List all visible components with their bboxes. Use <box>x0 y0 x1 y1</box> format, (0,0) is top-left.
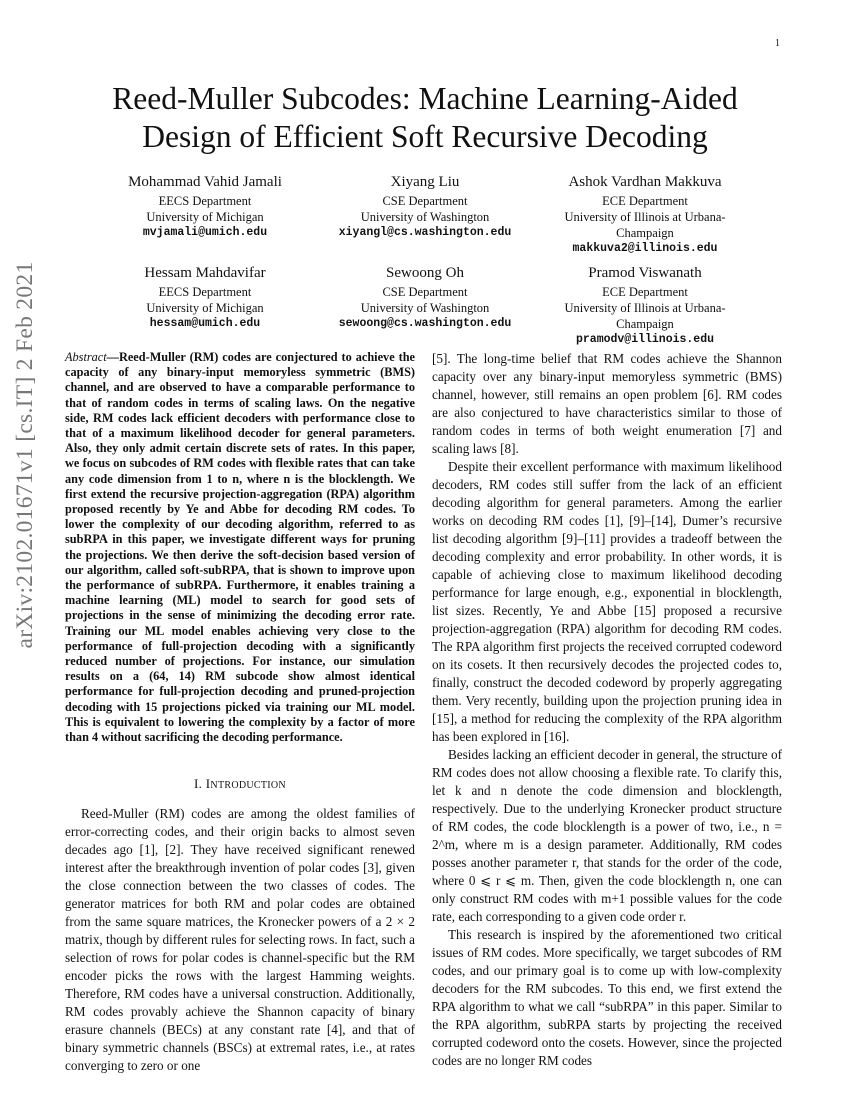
section-number: I. <box>194 776 203 792</box>
body-paragraph: Despite their excellent performance with maximum likelihood decoders, RM codes still suffer from the lack of an efficient decoding algorithm for general parameters. Among the earlier works on decoding RM codes [1], [9]–[14], Dumer’s recursive list decoding algorithm [9]–[11] provides a tradeoff between the decoding complexity and error probability. In other words, it is capable of achieving close to maximum likelihood decoding performance for large enough, e.g., exponential in blocklength, list sizes. Recently, Ye and Abbe [15] proposed a recursive projection-aggregation (RPA) algorithm for decoding RM codes. The RPA algorithm first projects the received corrupted codeword on its cosets. It then recursively decodes the projected codes to, finally, construct the decoded codeword by properly aggregating them. Very recently, building upon the projection pruning idea in [15], a method for reducing the complexity of the RPA algorithm has been explored in [16]. <box>432 459 782 744</box>
paper-title <box>60 80 790 156</box>
author-block <box>100 172 750 354</box>
author-email: hessam@umich.edu <box>149 317 261 330</box>
left-column <box>65 350 415 1075</box>
body-paragraph: This research is inspired by the aforementioned two critical issues of RM codes. More specifically, we target subcodes of RM codes, and our primary goal is to come up with low-complexity decoders for the RM subcodes. To this end, we first extend the RPA algorithm to what we call “subRPA” in this paper. Similar to the RPA algorithm, subRPA starts by projecting the received corrupted codeword onto the cosets. However, since the projected codes are no longer RM codes <box>432 927 782 1068</box>
author-email: pramodv@illinois.edu <box>575 333 715 346</box>
author-email: makkuva2@illinois.edu <box>572 242 718 255</box>
author-affiliation: University of Michigan <box>146 210 264 224</box>
author-affiliation: University of Illinois at Urbana-Champaign <box>564 210 726 240</box>
author-card <box>320 172 530 257</box>
title-line-2: Design of Efficient Soft Recursive Decoding <box>142 119 708 154</box>
section-title-rest: NTRODUCTION <box>210 780 286 792</box>
author-department: ECE Department <box>602 194 688 208</box>
author-email: mvjamali@umich.edu <box>142 226 268 239</box>
author-department: EECS Department <box>158 285 252 299</box>
section-heading-introduction <box>65 775 415 795</box>
author-email: xiyangl@cs.washington.edu <box>338 226 512 239</box>
author-row-2 <box>100 263 750 348</box>
author-affiliation: University of Michigan <box>146 301 264 315</box>
author-name: Pramod Viswanath <box>588 265 702 281</box>
author-name: Hessam Mahdavifar <box>144 265 266 281</box>
author-affiliation: University of Illinois at Urbana-Champaign <box>564 301 726 331</box>
author-row-1 <box>100 172 750 257</box>
author-card <box>100 172 310 257</box>
author-department: CSE Department <box>382 194 468 208</box>
title-line-1: Reed-Muller Subcodes: Machine Learning-Aided <box>112 81 738 116</box>
author-name: Ashok Vardhan Makkuva <box>568 174 722 190</box>
author-card <box>540 172 750 257</box>
intro-paragraph: Reed-Muller (RM) codes are among the oldest families of error-correcting codes, and their origin backs to almost seven decades ago [1], [2]. They have received significant renewed interest after the breakthrough invention of polar codes [3], given the close connection between the two classes of codes. The generator matrices for both RM and polar codes are obtained from the same square matrices, the Kronecker powers of a 2 × 2 matrix, though by different rules for selecting rows. In fact, such a selection of rows for polar codes is channel-specific but the RM encoder picks the rows with the largest Hamming weights. Therefore, RM codes have a universal construction. Additionally, RM codes provably achieve the Shannon capacity of binary erasure channels (BECs) at any constant rate [4], and that of binary symmetric channels (BSCs) at extremal rates, i.e., at rates converging to zero or one <box>65 806 415 1074</box>
author-affiliation: University of Washington <box>360 210 490 224</box>
author-card <box>320 263 530 348</box>
author-department: CSE Department <box>382 285 468 299</box>
body-paragraph: Besides lacking an efficient decoder in general, the structure of RM codes does not allow choosing a flexible rate. To clarify this, let k and n denote the code dimension and blocklength, respectively. Due to the underlying Kronecker product structure of RM codes, the code blocklength is a power of two, i.e., n = 2^m, where m is a design parameter. Additionally, RM codes posses another parameter r, that stands for the order of the code, where 0 ⩽ r ⩽ m. Then, given the code blocklength n, one can only construct RM codes with m+1 possible values for the code rate, each corresponding to a given code order r. <box>432 747 782 924</box>
author-department: EECS Department <box>158 194 252 208</box>
abstract <box>65 350 415 745</box>
page-number: 1 <box>775 38 780 49</box>
author-department: ECE Department <box>602 285 688 299</box>
right-column <box>432 350 782 1070</box>
author-card <box>540 263 750 348</box>
section-title-initial: I <box>205 776 211 792</box>
author-affiliation: University of Washington <box>360 301 490 315</box>
abstract-text: —Reed-Muller (RM) codes are conjectured to achieve the capacity of any binary-input memoryless symmetric (BMS) channel, and are observed to have a comparable performance to that of random codes in terms of scaling laws. On the negative side, RM codes lack efficient decoders with performance close to that of a maximum likelihood decoder for general parameters. Also, they only admit certain discrete sets of rates. In this paper, we focus on subcodes of RM codes with flexible rates that can take any code dimension from 1 to n, where n is the blocklength. We first extend the recursive projection-aggregation (RPA) algorithm proposed recently by Ye and Abbe for decoding RM codes. To lower the complexity of our decoding algorithm, referred to as subRPA in this paper, we investigate different ways for pruning the projections. We then derive the soft-decision based version of our algorithm, called soft-subRPA, that is shown to improve upon the performance of subRPA. Furthermore, it enables training a machine learning (ML) model to search for good sets of projections in the sense of minimizing the decoding error rate. Training our ML model enables achieving very close to the performance of full-projection decoding with a significantly reduced number of projections. For instance, our simulation results on a (64, 14) RM subcode show almost identical performance for full-projection decoding and pruned-projection decoding with 15 projections picked via training our ML model. This is equivalent to lowering the complexity by a factor of more than 4 without sacrificing the decoding performance. <box>65 350 415 745</box>
author-name: Mohammad Vahid Jamali <box>128 174 282 190</box>
author-email: sewoong@cs.washington.edu <box>338 317 512 330</box>
author-name: Sewoong Oh <box>386 265 464 281</box>
body-paragraph: [5]. The long-time belief that RM codes achieve the Shannon capacity over any binary-input memoryless symmetric (BMS) channel, however, still remains an open problem [6]. RM codes are also conjectured to have characteristics similar to those of random codes in terms of both weight enumeration [7] and scaling laws [8]. <box>432 351 782 456</box>
author-card <box>100 263 310 348</box>
author-name: Xiyang Liu <box>390 174 460 190</box>
arxiv-identifier: arXiv:2102.01671v1 [cs.IT] 2 Feb 2021 <box>12 261 38 649</box>
abstract-label: Abstract <box>65 350 107 364</box>
